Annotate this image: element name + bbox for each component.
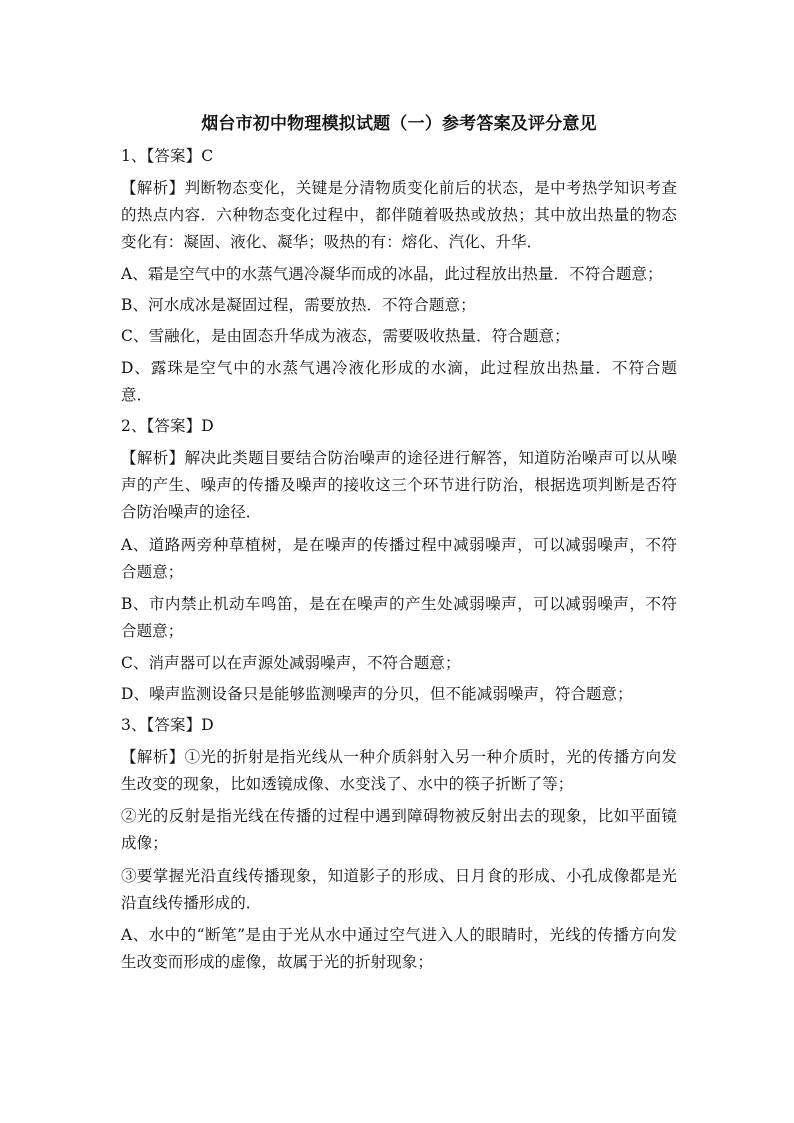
answer-3-analysis-point-2: ②光的反射是指光线在传播的过程中遇到障碍物被反射出去的现象，比如平面镜成像；: [121, 807, 677, 852]
answer-1-option-d: D、露珠是空气中的水蒸气遇冷液化形成的水滴，此过程放出热量．不符合题意．: [121, 358, 677, 404]
answer-2-option-c: C、消声器可以在声源处减弱噪声，不符合题意；: [121, 653, 461, 672]
answer-1-option-c: C、雪融化，是由固态升华成为液态，需要吸收热量．符合题意；: [121, 326, 570, 345]
answer-1-option-b: B、河水成冰是凝固过程，需要放热．不符合题意；: [121, 295, 476, 314]
answer-1-analysis: 【解析】判断物态变化，关键是分清物质变化前后的状态，是中考热学知识考查的热点内容．六种物态变化过程中，都伴随着吸热或放热；其中放出热量的物态变化有：凝固、液化、凝华；吸热的有：熔化、汽化、升华．: [121, 179, 677, 251]
answer-2-option-a: A、道路两旁种草植树，是在噪声的传播过程中减弱噪声，可以减弱噪声，不符合题意；: [121, 535, 677, 581]
answer-3-analysis-point-3: ③要掌握光沿直线传播现象，知道影子的形成、日月食的形成、小孔成像都是光沿直线传播形成的．: [121, 866, 677, 912]
answer-3-label: 3、【答案】D: [121, 715, 214, 734]
answer-1-option-a: A、霜是空气中的水蒸气遇冷凝华而成的冰晶，此过程放出热量．不符合题意；: [121, 264, 663, 283]
answer-3-analysis-point-1: 【解析】①光的折射是指光线从一种介质斜射入另一种介质时，光的传播方向发生改变的现象，比如透镜成像、水变浅了、水中的筷子折断了等；: [121, 747, 677, 793]
answer-2-analysis: 【解析】解决此类题目要结合防治噪声的途径进行解答，知道防治噪声可以从噪声的产生、噪声的传播及噪声的接收这三个环节进行防治，根据选项判断是否符合防治噪声的途径．: [121, 449, 677, 521]
document-body: [121, 110, 677, 982]
answer-2-option-d: D、噪声监测设备只是能够监测噪声的分贝，但不能减弱噪声，符合题意；: [121, 684, 633, 703]
answer-1-label: 1、【答案】C: [121, 147, 214, 165]
answer-3-option-a: A、水中的“断笔”是由于光从水中通过空气进入人的眼睛时，光线的传播方向发生改变而形成的虚像，故属于光的折射现象；: [121, 926, 677, 971]
answer-2-label: 2、【答案】D: [121, 417, 214, 435]
document-title: 烟台市初中物理模拟试题（一）参考答案及评分意见: [201, 114, 597, 134]
answer-2-option-b: B、市内禁止机动车鸣笛，是在在噪声的产生处减弱噪声，可以减弱噪声，不符合题意；: [121, 595, 677, 640]
